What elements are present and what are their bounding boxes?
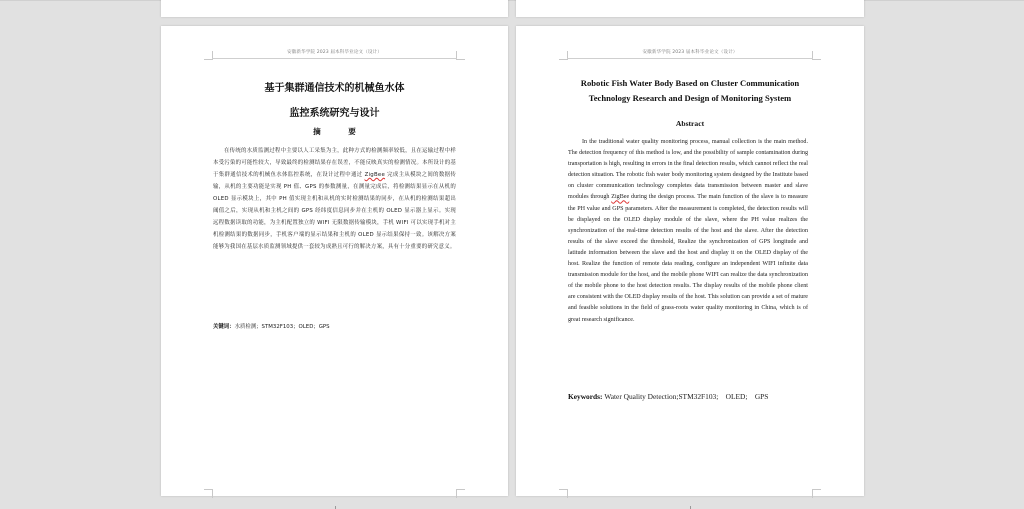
keywords-label: 关键词： [213, 324, 235, 330]
keywords-label: Keywords: [568, 392, 605, 401]
thesis-title-en-line2: Technology Research and Design of Monitoring System [588, 93, 792, 103]
thesis-title-cn-line1: 基于集群通信技术的机械鱼水体 [264, 83, 405, 94]
thesis-title-en [516, 76, 864, 106]
margin-corner-mark [559, 489, 568, 498]
abstract-body-en [568, 137, 808, 326]
keywords-value: Water Quality Detection;STM32F103; OLED; GPS [604, 392, 769, 401]
margin-corner-mark [812, 489, 821, 498]
page-chinese-abstract [161, 26, 508, 496]
thesis-title-cn-line2: 监控系统研究与设计 [289, 108, 380, 119]
keywords-cn [213, 322, 330, 330]
previous-page-right [516, 0, 864, 17]
spellcheck-flagged-word[interactable]: ZigBee [611, 194, 630, 201]
margin-corner-mark [204, 489, 213, 498]
abstract-text: 在传统的水质监测过程中主要以人工采集为主，此种方式的检测频率较低，且在运输过程中样本受污染的可能性较大，导致最终的检测结果存在误差，不能反映真实的检测情况。本所设计的基于集群通信技术的机械鱼水体监控系统，在设计过程中通过 [213, 148, 456, 178]
abstract-text: during the design process. The main function of the slave is to measure the PH value and GPS parameters. After the measurement is completed, the detection results will be displayed on the OLED display module of the slave, where the PH value realizes the synchronization of the real-time detection results of the host and the slave. After the detection results of the slave exceed the threshold, Realize the synchronization of GPS longitude and latitude information between the slave and the host and display it on the OLED display of the host. Realize the function of remote data reading, configure an independent WIFI infinite data transmission module for the host, and the mobile phone WIFI can realize the data synchronization of the mobile phone to the host detection results. The display results of the mobile phone client are consistent with the OLED display results of the host. This solution can provide a set of mature and feasible solutions in the field of grass-roots water quality monitoring in China, which is of great research significance. [568, 194, 809, 323]
viewer-top-edge [0, 0, 1024, 1]
margin-corner-mark [456, 489, 465, 498]
previous-page-left [161, 0, 508, 17]
keywords-value: 水质检测；STM32F103；OLED；GPS [234, 324, 330, 330]
page-header-text: 安徽新华学院 2023 届本科毕业论文（设计） [286, 50, 382, 55]
abstract-text: In the traditional water quality monitoring process, manual collection is the main method. The detection frequency of this method is low, and the possibility of sample contamination during transportation is high, resulting in errors in the final detection results, which cannot reflect the real detection situation. The robotic fish water body monitoring system designed by the Institute based on cluster communication technology completes data transmission between master and slave modules through [568, 139, 808, 201]
header-rule [567, 58, 813, 59]
abstract-text: 完成主从模块之间的数据传输，从机的主要功能是实现 PH 值、GPS 的参数测量，在测量完成后，将检测结果显示在从机的 OLED 显示模块上，其中 PH 值实现主机和从机的实时检测结果的同步，在从机的检测结果超出阈值之后，实现从机和主机之间的 GPS 经纬度信息同步并在主机的 OLED 显示器上显示。实现远程数据读取的功能，为主机配置独立的 WIFI 无限数据传输模块，手机 WIFI 可以实现手机对主机检测结果的数据同步，手机客户端的显示结果和主机的 OLED 显示结果保持一致。该解决方案能够为我国在基层水质监测领域提供一套较为成熟且可行的解决方案，具有十分重要的研究意义。 [213, 172, 456, 250]
page-header-text: 安徽新华学院 2023 届本科毕业论文（设计） [642, 50, 738, 55]
abstract-heading-en: Abstract [675, 119, 705, 128]
header-rule [212, 58, 457, 59]
thesis-title-en-line1: Robotic Fish Water Body Based on Cluster Communication [580, 78, 800, 88]
abstract-heading-cn: 摘 要 [313, 127, 366, 136]
page-english-abstract [516, 26, 864, 496]
spellcheck-flagged-word[interactable]: ZigBee [364, 172, 386, 178]
keywords-en [568, 391, 768, 402]
abstract-body-cn [213, 145, 456, 253]
